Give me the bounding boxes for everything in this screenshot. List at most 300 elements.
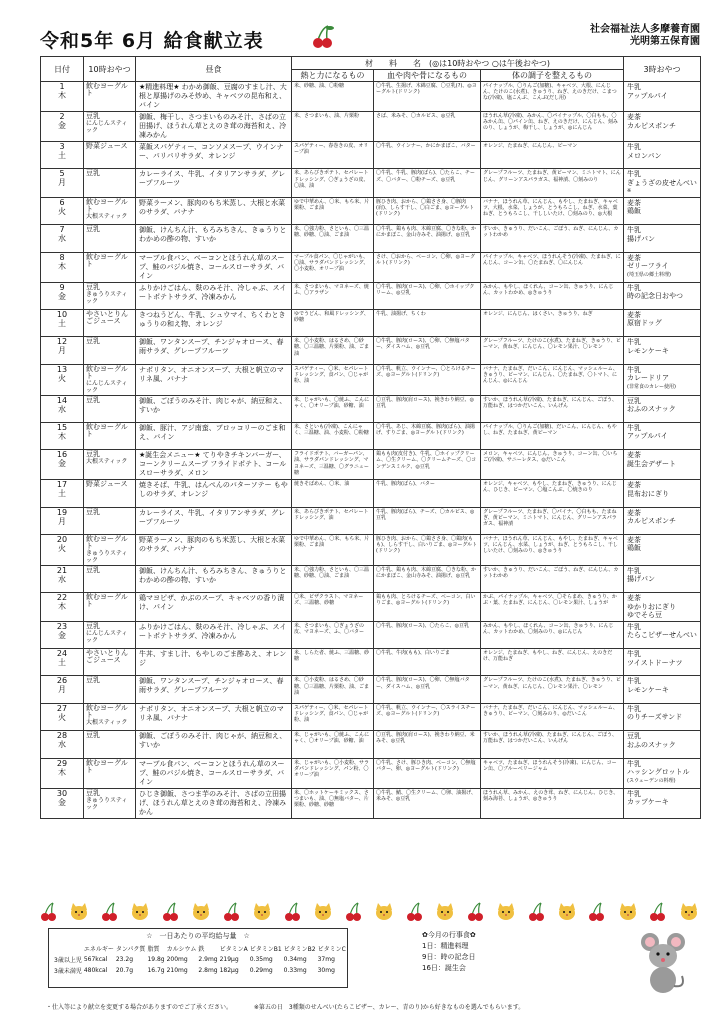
header-snack-pm: 3時おやつ — [624, 57, 701, 82]
date-cell — [41, 82, 84, 112]
snack-pm-cell — [624, 507, 701, 534]
ingredients-heat-cell — [292, 450, 374, 480]
lunch-menu: カレーライス、牛乳、イタリアンサラダ、グレープフルーツ — [139, 170, 286, 188]
snack-am-item: 大根スティック — [86, 458, 128, 466]
organization — [590, 24, 700, 48]
ingredients-heat-cell — [292, 252, 374, 282]
ingredients-body-cell — [481, 649, 624, 676]
nutrition-cell: 0.35mg — [249, 956, 273, 963]
snack-pm-drink: 麦茶 — [627, 253, 642, 262]
weekday: 金 — [58, 630, 66, 640]
ingredients-body: グレープフルーツ、たけのこ(水煮)、たまねぎ、きゅうり、ピーマン、黄ねぎ、にんじん、〇レモン果汁、〇レモン — [483, 338, 621, 351]
snack-pm-cell — [624, 422, 701, 449]
nutrition-cell: カルシウム — [166, 946, 197, 953]
ingredients-heat-cell — [292, 480, 374, 507]
ingredients-heat-cell — [292, 758, 374, 788]
ingredients-heat: 米、あらびきポテト、セパレートドレッシング、油 — [294, 508, 369, 521]
snack-am-cell — [84, 422, 136, 449]
cherry-icon — [101, 902, 119, 926]
ingredients-heat-cell — [292, 593, 374, 622]
ingredients-heat: 米、砂糖、油、〇粉糖 — [294, 83, 345, 89]
nutrition-cell: 200mg — [166, 956, 188, 963]
ingredients-body-cell — [481, 450, 624, 480]
snack-pm-item: カップケーキ — [627, 798, 669, 806]
snack-am-item: きゅうりスティック — [86, 796, 128, 811]
snack-am-drink: 豆乳 — [86, 731, 100, 740]
ingredients-heat: 焼きそばめん、〇米、油 — [294, 481, 350, 488]
snack-pm-item: アップルパイ — [627, 432, 668, 441]
snack-pm-drink: 牛乳 — [627, 365, 642, 374]
menu-row — [41, 422, 701, 449]
event-item: 16日：誕生会 — [422, 964, 466, 972]
ingredients-blood: 牛乳、豚肉(ばら)、チーズ、〇カルピス、◎豆乳 — [376, 508, 475, 521]
ingredients-heat-cell — [292, 649, 374, 676]
date-cell — [41, 788, 84, 818]
ingredients-body-cell — [481, 534, 624, 565]
snack-pm-drink: 牛乳 — [627, 83, 642, 91]
ingredients-blood-cell — [374, 282, 481, 309]
nutrition-cell: 3歳以上児 — [54, 957, 82, 964]
lunch-menu: 菜飯スパゲティー、コンソメスープ、ウインナー、パリパリサラダ、オレンジ — [139, 143, 284, 160]
footer — [46, 1002, 686, 1011]
ingredients-blood-cell — [374, 169, 481, 198]
ingredients-body: すいか、きゅうり、だいこん、ごぼう、ねぎ、にんじん、カットわかめ — [483, 226, 619, 239]
snack-pm-cell — [624, 703, 701, 730]
ingredients-blood: 〇牛乳、鯖、〇生クリーム、〇卵、油揚げ、米みそ、◎豆乳 — [376, 789, 476, 802]
date-cell — [41, 197, 84, 224]
lunch-menu: ナポリタン、オニオンスープ、大根と帆立のマリネ風、バナナ — [139, 365, 284, 383]
weekday: 木 — [58, 91, 66, 100]
menu-row — [41, 309, 701, 336]
lunch-menu: 野菜ラーメン、豚肉のもち米蒸し、大根と水菜のサラダ、バナナ — [139, 198, 286, 216]
nutrition-cell: 37mg — [317, 956, 335, 963]
menu-row — [41, 534, 701, 565]
lunch-menu: 野菜ラーメン、豚肉のもち米蒸し、大根と水菜のサラダ、バナナ — [139, 535, 286, 553]
lunch-menu: 御飯、豚汁、アジ南蛮、ブロッコリーのごま和え、バイン — [139, 423, 286, 441]
snack-pm-drink: 麦茶 — [627, 535, 642, 544]
cherry-icon — [528, 902, 546, 926]
cat-icon — [312, 902, 334, 926]
snack-pm-drink: 牛乳 — [627, 650, 642, 659]
weekday: 土 — [58, 658, 66, 668]
ingredients-blood-cell — [374, 422, 481, 449]
snack-pm-cell — [624, 731, 701, 758]
menu-row — [41, 593, 701, 622]
menu-row — [41, 395, 701, 422]
ingredients-blood-cell — [374, 337, 481, 364]
nutrition-header-row — [53, 943, 347, 954]
ingredients-body-cell — [481, 82, 624, 112]
snack-pm-cell — [624, 534, 701, 565]
snack-am-item: 大根スティック — [86, 212, 128, 220]
ingredients-body: バナナ、ほうれん草、にんじん、もやし、たまねぎ、キャベツ、大根、水菜、しょうが、とうもろこし、ねぎ、水菜、葉ねぎ、とうもろこし、干ししいたけ、〇刻みのり、◎大根 — [483, 198, 618, 218]
ingredients-blood: 牛乳、油揚げ、ちくわ — [376, 310, 426, 317]
snack-pm-cell — [624, 197, 701, 224]
day-number: 15 — [56, 422, 68, 432]
snack-pm-item: 原宿ドッグ — [627, 319, 662, 328]
snack-pm-cell — [624, 395, 701, 422]
snack-pm-item: おふのスナック — [627, 405, 676, 414]
snack-am-cell — [84, 507, 136, 534]
lunch-cell — [136, 309, 292, 336]
snack-pm-item: 鶏飯 — [627, 207, 642, 216]
day-number: 16 — [56, 450, 68, 460]
nutrition-row — [53, 965, 347, 976]
snack-am-cell — [84, 82, 136, 112]
snack-am-item: にんじんスティック — [86, 629, 128, 644]
snack-pm-drink: 豆乳 — [627, 732, 642, 741]
snack-pm-item: たらこピザーせんべい — [627, 631, 697, 640]
snack-pm-cell — [624, 112, 701, 142]
day-number: 2 — [59, 112, 65, 121]
cherry-icon — [284, 902, 302, 926]
snack-am-drink: 飲むヨーグルト — [86, 82, 128, 97]
ingredients-heat-cell — [292, 142, 374, 169]
ingredients-blood: 鶏もも肉(皮付き)、牛乳、〇ホイップクリーム、〇生クリーム、〇クリームチーズ、〇コンデンスミルク、◎豆乳 — [376, 451, 477, 470]
nutrition-cell: 20.7g — [115, 967, 134, 974]
lunch-menu: きつねうどん、牛乳、シュウマイ、ちくわときゅうりの和え物、オレンジ — [139, 310, 286, 328]
ingredients-heat-cell — [292, 112, 374, 142]
cat-icon — [251, 902, 273, 926]
ingredients-heat-cell — [292, 565, 374, 592]
day-number: 26 — [56, 676, 68, 686]
snack-am-cell — [84, 758, 136, 788]
date-cell — [41, 480, 84, 507]
date-cell — [41, 112, 84, 142]
snack-am-drink: 飲むヨーグルト — [86, 252, 128, 268]
ingredients-body: オレンジ、たまねぎ、にんじん、ピーマン — [483, 143, 578, 149]
snack-am-drink: やさいとりんごジュース — [86, 309, 128, 325]
header-ingredients: 材 料 名 (◎は10時おやつ ○は午後おやつ) — [292, 57, 624, 70]
ingredients-body: パイナップル、〇りんご(加糖)、キャベツ、大根、にんじん、たけのこ(水煮)、きゅうり、ねぎ、えのきだけ、こまつな(冷凍)、塩こんぶ、こんぶ(だし用) — [483, 83, 617, 102]
lunch-menu: ふりかけごはん、麩のみそ汁、冷しゃぶ、スイートポテトサラダ、冷凍みかん — [139, 283, 287, 301]
weekday: 土 — [58, 318, 66, 328]
ingredients-heat: 米、さつまいも、油、片栗粉 — [294, 113, 360, 119]
date-cell — [41, 422, 84, 449]
weekday: 水 — [58, 404, 66, 414]
menu-row — [41, 758, 701, 788]
date-cell — [41, 649, 84, 676]
day-number: 6 — [59, 197, 65, 207]
date-cell — [41, 225, 84, 252]
ingredients-blood-cell — [374, 480, 481, 507]
events-title: ✿今月の行事食✿ — [422, 931, 476, 939]
menu-row — [41, 480, 701, 507]
date-cell — [41, 395, 84, 422]
menu-row — [41, 142, 701, 169]
lunch-menu: ひじき御飯、さつま芋のみそ汁、さばの立田揚げ、ほうれん草とえのき茸の海苔和え、冷凍みかん — [139, 789, 287, 816]
ingredients-body: すいか、ほうれん草(冷凍)、たまねぎ、にんじん、ごぼう、万能ねぎ、はつかだいこん、いんげん — [483, 732, 618, 745]
ingredients-blood: 〇牛乳、帆立、ウインナー、〇スライスチーズ、◎ヨーグルト(ドリンク) — [376, 704, 476, 718]
cherry-icon — [345, 902, 363, 926]
header-date: 日付 — [41, 57, 84, 82]
ingredients-body: パイナップル、キャベツ、ほうれんそう(冷凍)、たまねぎ、にんじん、コーン缶、〇たまねぎ、〇にんじん — [483, 253, 621, 266]
snack-pm-cell — [624, 82, 701, 112]
menu-row — [41, 507, 701, 534]
ingredients-blood: 〇牛乳、牛肉(もも)、白いりごま — [376, 650, 450, 657]
nutrition-cell: 23.2g — [115, 956, 134, 963]
weekday: 月 — [58, 685, 66, 695]
ingredients-blood: 〇牛乳、豚肉(ロース)、〇たらこ、◎豆乳 — [376, 622, 470, 629]
snack-am-drink: 豆乳 — [86, 112, 100, 120]
nutrition-cell: 脂質 — [147, 946, 160, 953]
ingredients-blood-cell — [374, 225, 481, 252]
snack-pm-cell — [624, 621, 701, 648]
lunch-menu: 御飯、けんちん汁、もろみちきん、きゅうりとわかめの酢の物、すいか — [139, 566, 287, 584]
snack-pm-item: 時の記念日おやつ — [627, 292, 684, 301]
header-snack-am: 10時おやつ — [84, 57, 136, 82]
header-blood: 血や肉や骨になるもの — [374, 70, 481, 82]
cherry-icon — [40, 902, 58, 926]
cherry-icon — [406, 902, 424, 926]
menu-row — [41, 788, 701, 818]
ingredients-heat: 米、さといも(冷凍)、こんにゃく、三温糖、油、小麦粉、〇粉糖 — [294, 423, 369, 437]
snack-pm-item: 揚げパン — [627, 234, 656, 243]
ingredients-blood: 〇牛乳、あじ、木綿豆腐、豚肉(ばら)、油揚げ、すりごま、◎ヨーグルト(ドリンク) — [376, 423, 475, 437]
ingredients-heat: 米、あらびきポテト、セパレートドレッシング、〇ぎょうざの皮、〇油、油 — [294, 170, 369, 189]
ingredients-heat: フライドポテト、バーガーパン、油、サラダパンドレッシング、マヨネーズ、三温糖、〇グラニュー糖 — [294, 451, 369, 476]
lunch-menu: マーブル食パン、ベーコンとほうれん草のスープ、鮭のバジル焼き、コールスローサラダ、バイン — [139, 253, 285, 280]
lunch-menu: ナポリタン、オニオンスープ、大根と帆立のマリネ風、バナナ — [139, 704, 284, 722]
snack-pm-item: ツイストドーナツ — [627, 658, 683, 667]
snack-am-drink: 豆乳 — [86, 450, 100, 459]
snack-pm-drink: 麦茶 — [627, 481, 642, 490]
date-cell — [41, 758, 84, 788]
ingredients-blood: 〇牛乳、豚肉(ロース)、〇卵、〇無塩バター、ダイスハム、◎豆乳 — [376, 677, 470, 690]
lunch-cell — [136, 252, 292, 282]
snack-am-cell — [84, 225, 136, 252]
ingredients-heat-cell — [292, 337, 374, 364]
snack-pm-note: ※ — [627, 188, 632, 195]
snack-pm-drink: 牛乳 — [627, 677, 642, 686]
date-cell — [41, 703, 84, 730]
nutrition-cell: 219μg — [219, 956, 239, 963]
weekday: 火 — [58, 543, 66, 553]
snack-am-cell — [84, 534, 136, 565]
weekday: 月 — [58, 516, 66, 526]
ingredients-body-cell — [481, 252, 624, 282]
ingredients-body-cell — [481, 112, 624, 142]
snack-am-cell — [84, 337, 136, 364]
snack-am-drink: 豆乳 — [86, 282, 100, 291]
nutrition-row — [53, 954, 347, 965]
snack-pm-cell — [624, 758, 701, 788]
day-number: 17 — [56, 480, 68, 490]
ingredients-blood: 〇牛乳、帆立、ウインナー、〇とろけるチーズ、◎ヨーグルト(ドリンク) — [376, 365, 476, 378]
snack-am-item: きゅうりスティック — [86, 549, 128, 564]
cat-icon — [617, 902, 639, 926]
snack-am-drink: 飲むヨーグルト — [86, 758, 128, 774]
snack-am-drink: 豆乳 — [86, 507, 100, 516]
snack-pm-drink: 牛乳 — [627, 622, 642, 631]
cherry-icon — [310, 24, 336, 50]
snack-am-cell — [84, 593, 136, 622]
snack-pm-cell — [624, 252, 701, 282]
weekday: 土 — [58, 489, 66, 499]
snack-pm-item: ゆかりおにぎり — [627, 602, 677, 611]
ingredients-heat-cell — [292, 309, 374, 336]
ingredients-blood: 〇豆乳、豚肉(肩ロース)、挽きわり納豆、◎豆乳 — [376, 396, 475, 409]
ingredients-heat: ゆで中華めん、〇米、もち米、片栗粉、ごま油 — [294, 535, 370, 549]
snack-pm-item: 鶏飯 — [627, 544, 642, 553]
snack-pm-cell — [624, 565, 701, 592]
ingredients-body-cell — [481, 480, 624, 507]
ingredients-heat: 米、〇強力粉、さといも、〇三温糖、砂糖、〇油、ごま油 — [294, 566, 370, 580]
weekday: 月 — [58, 178, 66, 188]
day-number: 22 — [56, 593, 68, 603]
ingredients-heat: 米、じゃがいも、〇焼ふ、こんにゃく、〇オリーブ油、砂糖、油 — [294, 396, 370, 409]
nutrition-cell — [53, 943, 83, 954]
date-cell — [41, 450, 84, 480]
weekday: 木 — [58, 602, 66, 612]
snack-pm-item: カルピスポンチ — [627, 121, 677, 130]
date-cell — [41, 676, 84, 703]
lunch-cell — [136, 565, 292, 592]
cat-icon — [434, 902, 456, 926]
snack-am-cell — [84, 364, 136, 395]
menu-row — [41, 731, 701, 758]
snack-pm-item: レモンケーキ — [627, 685, 669, 694]
snack-pm-cell — [624, 676, 701, 703]
ingredients-body-cell — [481, 422, 624, 449]
cat-icon — [68, 902, 90, 926]
snack-am-cell — [84, 395, 136, 422]
ingredients-body: みかん、もやし、ほくれん、コーン缶、きゅうり、にんじん、カットわかめ、〇刻みのり、◎にんじん — [483, 622, 614, 635]
menu-row — [41, 621, 701, 648]
decoration-row — [40, 903, 700, 925]
header-lunch: 昼食 — [136, 57, 292, 82]
ingredients-body: バナナ、たまねぎ、だいこん、にんじん、マッシュルーム、きゅうり、ピーマン、にんじん、〇たまねぎ、〇トマト、にんじん、◎にんじん — [483, 365, 618, 384]
menu-row — [41, 82, 701, 112]
lunch-menu: マーブル食パン、ベーコンとほうれん草のスープ、鮭のバジル焼き、コールスローサラダ、バイン — [139, 759, 285, 786]
ingredients-body-cell — [481, 703, 624, 730]
date-cell — [41, 169, 84, 198]
menu-row — [41, 450, 701, 480]
day-number: 8 — [59, 252, 65, 262]
ingredients-blood: 〇牛乳、鶏もも肉、木綿豆腐、〇きな粉、かにかまぼこ、金山寺みそ、油揚げ、◎豆乳 — [376, 226, 477, 239]
event-item: 1日：精進料理 — [422, 942, 469, 950]
weekday: 水 — [58, 740, 66, 750]
snack-am-cell — [84, 565, 136, 592]
nutrition-cell: 鉄 — [198, 946, 205, 953]
nutrition-box — [48, 928, 348, 988]
snack-pm-drink: 牛乳 — [627, 170, 642, 179]
snack-am-drink: 豆乳 — [86, 337, 100, 346]
mouse-icon — [638, 930, 688, 994]
snack-pm-cell — [624, 169, 701, 198]
weekday: 火 — [58, 206, 66, 216]
snack-am-drink: 飲むヨーグルト — [86, 703, 128, 719]
ingredients-blood: 〇牛乳、牛乳、豚肉(ばら)、〇たらこ、チーズ、〇バター、〇粉チーズ、◎豆乳 — [376, 170, 475, 183]
ingredients-body: みかん、もやし、ほくれん、コーン缶、きゅうり、にんじん、カットわかめ、◎きゅうり — [483, 283, 614, 296]
snack-am-drink: 豆乳 — [86, 395, 100, 404]
ingredients-body: グレープフルーツ、たまねぎ、黄ピーマン、ミニトマト、にんじん、グリーンアスパラガス、福神漬、〇刻みのり — [483, 170, 621, 183]
nutrition-cell: 0.29mg — [249, 967, 273, 974]
snack-am-item: 大根スティック — [86, 718, 128, 726]
ingredients-body-cell — [481, 337, 624, 364]
cat-icon — [556, 902, 578, 926]
snack-pm-drink: 麦茶 — [627, 198, 642, 207]
ingredients-heat: マーブル食パン、〇じゃがいも、〇油、サラダパンドレッシング、〇小麦粉、オリーブ油 — [294, 253, 369, 272]
footer-note-senbei: ※第五の日 3種類のせんべい(たらこピザー、カレー、青のり)から好きなものを選んでもらいます。 — [253, 1004, 525, 1011]
ingredients-blood: 〇牛乳、ウインナー、かにかまぼこ、バター — [376, 143, 476, 149]
ingredients-heat: 〇米、ピザクラスト、マヨネーズ、三温糖、砂糖 — [294, 594, 364, 607]
cherry-icon — [223, 902, 241, 926]
day-number: 27 — [56, 703, 68, 713]
ingredients-blood-cell — [374, 621, 481, 648]
ingredients-body-cell — [481, 364, 624, 395]
snack-am-cell — [84, 676, 136, 703]
snack-am-drink: 飲むヨーグルト — [86, 197, 128, 213]
date-cell — [41, 593, 84, 622]
lunch-menu: ★誕生会メニュー★ てりやきチキンバーガー、コーンクリームスープ フライドポテト、コールスローサラダ、メロン — [139, 451, 287, 478]
ingredients-body: オレンジ、たまねぎ、もやし、ねぎ、にんじん、えのきだけ、万能ねぎ — [483, 650, 613, 663]
lunch-cell — [136, 225, 292, 252]
ingredients-blood: 〇牛乳、豚肉(ロース)、〇卵、〇無塩バター、ダイスハム、◎豆乳 — [376, 338, 470, 351]
ingredients-blood-cell — [374, 309, 481, 336]
lunch-cell — [136, 676, 292, 703]
weekday: 金 — [58, 291, 66, 301]
snack-am-drink: 豆乳 — [86, 565, 100, 574]
lunch-cell — [136, 788, 292, 818]
menu-body — [41, 82, 701, 819]
snack-am-drink: 豆乳 — [86, 225, 100, 234]
snack-pm-item: 昆布おにぎり — [627, 489, 670, 498]
cat-icon — [495, 902, 517, 926]
ingredients-blood-cell — [374, 507, 481, 534]
snack-pm-item: アップルパイ — [627, 91, 668, 100]
snack-am-cell — [84, 142, 136, 169]
snack-pm-cell — [624, 480, 701, 507]
snack-am-drink: 飲むヨーグルト — [86, 534, 128, 550]
ingredients-blood-cell — [374, 565, 481, 592]
ingredients-heat: 米、さつまいも、〇ぎょうざの皮、マヨネーズ、ふ、〇バター — [294, 622, 365, 635]
snack-am-cell — [84, 703, 136, 730]
day-number: 13 — [56, 364, 68, 374]
menu-row — [41, 225, 701, 252]
nutrition-title: ☆ 一日あたりの平均給与量 ☆ — [146, 932, 250, 940]
menu-row — [41, 197, 701, 224]
cat-icon — [190, 902, 212, 926]
lunch-menu: 御飯、けんちん汁、もろみちきん、きゅうりとわかめの酢の物、すいか — [139, 226, 287, 244]
ingredients-body: パイナップル、〇りんご(加糖)、だいこん、にんじん、もやし、ねぎ、たまねぎ、黄ピーマン — [483, 423, 617, 437]
ingredients-heat-cell — [292, 788, 374, 818]
lunch-cell — [136, 142, 292, 169]
ingredients-heat: ゆでうどん、和風ドレッシング、砂糖 — [294, 310, 369, 324]
snack-pm-cell — [624, 788, 701, 818]
lunch-cell — [136, 282, 292, 309]
nutrition-cell: 0.34mg — [283, 956, 307, 963]
ingredients-heat: スパゲティー、〇米、セパレートドレッシング、食パン、〇じゃが粉、油 — [294, 365, 369, 384]
day-number: 28 — [56, 731, 68, 741]
org-name: 社会福祉法人多摩養育園 — [590, 24, 700, 35]
ingredients-body-cell — [481, 788, 624, 818]
snack-am-cell — [84, 169, 136, 198]
ingredients-blood-cell — [374, 252, 481, 282]
menu-table — [40, 56, 701, 819]
nutrition-cell: タンパク質 — [115, 946, 146, 953]
lunch-cell — [136, 593, 292, 622]
snack-pm-cell — [624, 309, 701, 336]
ingredients-blood: 〇牛乳、鶏もも肉、木綿豆腐、〇きな粉、かにかまぼこ、金山寺みそ、油揚げ、◎豆乳 — [376, 566, 477, 580]
date-cell — [41, 534, 84, 565]
ingredients-body: グレープフルーツ、たまねぎ、〇パイナ、〇白もも、たまねぎ、黄ピーマン、ミニトマト、にんじん、グリーンアスパラガス、福神漬 — [483, 508, 617, 527]
snack-pm-note: (埼玉県の郷土料理) — [627, 271, 671, 278]
snack-am-drink: 野菜ジュース — [86, 480, 128, 489]
snack-am-cell — [84, 788, 136, 818]
menu-row — [41, 112, 701, 142]
weekday: 木 — [58, 261, 66, 271]
